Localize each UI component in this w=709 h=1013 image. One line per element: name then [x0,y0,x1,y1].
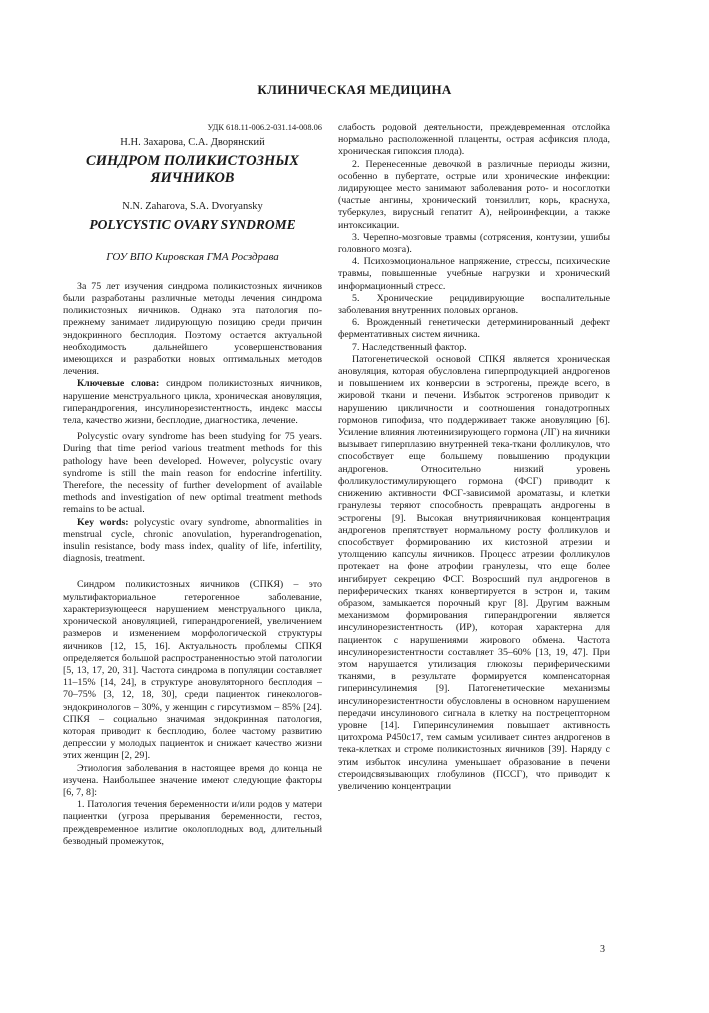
body-paragraph: слабость родовой деятельности, преждевременная отслойка нормально расположенной плаценты, острая асфиксия плода, хроническая гипоксия плода). [338,122,610,158]
keywords-ru-label: Ключевые слова: [77,378,160,390]
abstract-en: Polycystic ovary syndrome has been studying for 75 years. During that time period various treatment methods for this pathology have been developed. However, polycystic ovary syndrome is still the main reason for endocrine infertility. Therefore, the necessity of further development of available methods and investigation of new optimal treatment methods remains to be actual. [63,431,322,516]
body-paragraph: 6. Врожденный генетически детерминированный дефект ферментативных систем яичника. [338,317,610,341]
body-paragraph: 7. Наследственный фактор. [352,341,467,353]
affiliation: ГОУ ВПО Кировская ГМА Росздрава [106,250,279,263]
title-ru: СИНДРОМ ПОЛИКИСТОЗНЫХ ЯИЧНИКОВ [86,153,299,187]
left-column [63,122,322,848]
udc-code: УДК 618.11-006.2-031.14-008.06 [207,123,322,132]
title-en: POLYCYSTIC OVARY SYNDROME [89,216,296,232]
body-paragraph: Этиология заболевания в настоящее время до конца не изучена. Наибольшее значение имеют следующие факторы [6, 7, 8]: [63,762,322,798]
keywords-ru-text: синдром поликистозных яичников, нарушение менструального цикла, хроническая ановуляция, гиперандрогения, инсулинорезистентность, индекс массы тела, качество жизни, бесплодие, диагностика, лечение. [63,378,323,427]
authors-en: N.N. Zaharova, S.A. Dvoryansky [122,201,263,213]
keywords-ru [63,378,322,427]
keywords-en [63,517,322,566]
body-paragraph: 1. Патология течения беременности и/или родов у матери пациентки (угроза прерывания беременности, гестоз, преждевременное излитие околоплодных вод, длительный безводный промежуток, [63,799,322,847]
body-paragraph: 3. Черепно-мозговые травмы (сотрясения, контузии, ушибы головного мозга). [338,231,610,256]
authors-ru: Н.Н. Захарова, С.А. Дворянский [120,137,265,149]
body-paragraph: Патогенетической основой СПКЯ является хроническая ановуляция, которая обусловлена гиперпродукцией андрогенов и повышением их конверсии в эстрогены, прежде всего, в жировой ткани и печени. Избыток эстрогенов приводит к нарушению цикличности и соотношения гонадотропных гормонов гипофиза, что поддерживает также ановуляцию [6]. Усиление влияния лютеинизирующего гормона (ЛГ) на яичники вызывает гиперплазию внутренней тека-ткани фолликулов, что способствует еще большему повышению продукции андрогенов. Относительно низкий уровень фолликулостимулирующего гормона (ФСГ) приводит к снижению активности ФСГ-зависимой ароматазы, и клетки гранулезы теряют способность превращать андрогены в эстрогены [9]. Высокая внутрияичниковая концентрация андрогенов препятствует нормальному росту фолликулов и способствует формированию их кистозной атрезии и утолщению капсулы яичников. Процесс атрезии фолликулов протекает на фоне атрофии гранулезы, что еще более ингибирует секрецию ФСГ. Возросший пул андрогенов в периферических тканях конвертируется в эстрон и, таким образом, замыкается порочный круг [8]. Другим важным механизмом формирования гиперандрогении является инсулинорезистентность (ИР), которая характерна для пациенток с нарушениями жирового обмена. Частота инсулинорезистентности составляет 35–60% [13, 19, 47]. При этом нарушается утилизация глюкозы периферическими тканями, в результате формируется компенсаторная гиперинсулинемия [9]. Патогенетические механизмы инсулинорезистентности обусловлены в основном нарушением передачи инсулинового сигнала в клетку на пострецепторном уровне [14]. Гиперинсулинемия повышает активность цитохрома P450c17, тем самым усиливает синтез андрогенов в тека-клетках и строме поликистозных яичников [39]. Наряду с этим избыток инсулина уменьшает образование в печени стероидсвязывающих глобулинов (ПССГ), что приводит к увеличению концентрации [338,353,610,792]
keywords-en-text: polycystic ovary syndrome, abnormalities in menstrual cycle, chronic anovulation, hyperandrogenation, insulin resistance, body mass index, quality of life, infertility, diagnosis, treatment. [63,516,322,565]
body-paragraph: 4. Психоэмоциональное напряжение, стрессы, психические травмы, повышенные учебные нагрузки и хронический информационный стресс. [338,256,610,292]
page-number: 3 [600,944,605,955]
body-paragraph: 2. Перенесенные девочкой в различные периоды жизни, особенно в пубертате, острые или хронические инфекции: лидирующее место занимают заболевания рото- и носоглотки (частые ангины, хронический тонзиллит, корь, краснуха, туберкулез, вирусный гепатит А), нейроинфекции, а также интоксикации. [338,158,610,231]
body-paragraph: Синдром поликистозных яичников (СПКЯ) – это мультифакториальное гетерогенное заболевание, характеризующееся нарушением менструального цикла, хронической ановуляцией, гиперандрогенией, увеличением размеров и изменением морфологической структуры яичников [12, 15, 16]. Актуальность проблемы СПКЯ определяется большой распространенностью этой патологии [5, 13, 17, 20, 31]. Частота синдрома в популяции составляет 11–15% [14, 24], в структуре ановуляторного бесплодия – 70–75% [3, 12, 18, 30], среди пациенток гинекологов-эндокринологов – 30%, у женщин с гирсутизмом – 85% [24]. СПКЯ – социально значимая эндокринная патология, которая приводит к бесплодию, более частому развитию депрессии у молодых пациенток и снижает качество жизни этих женщин [2, 29]. [63,579,322,762]
abstract-ru: За 75 лет изучения синдрома поликистозных яичников были разработаны различные методы лечения синдрома поликистозных яичников. Однако эта патология по-прежнему занимает лидирующую позицию среди причин эндокринного бесплодия. Поэтому остается актуальной необходимость дальнейшего усовершенствования имеющихся и разработки новых оптимальных методов лечения. [63,280,322,378]
body-paragraph: 5. Хронические рецидивирующие воспалительные заболевания внутренних половых органов. [338,292,610,317]
section-header: КЛИНИЧЕСКАЯ МЕДИЦИНА [257,82,452,97]
right-column [338,122,610,793]
keywords-en-label: Key words: [77,516,129,528]
